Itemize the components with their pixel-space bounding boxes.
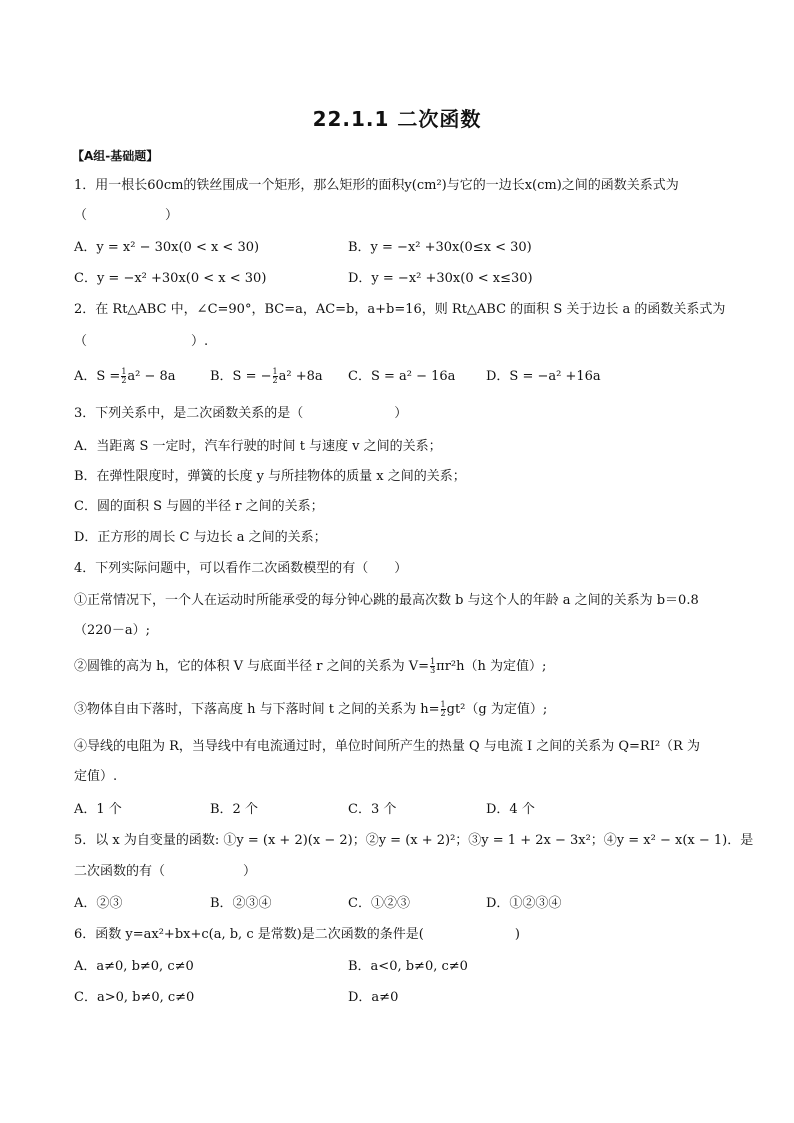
q5-stem: 5．以 x 为自变量的函数: ①y = (x + 2)(x − 2)；②y = (x + 2)²；③y = 1 + 2x − 3x²；④y = x² − x(x − 1)．是 [74,833,754,848]
q4-option-d: D．4 个 [486,802,535,817]
q5-option-a: A．②③ [74,896,123,911]
q6-option-b: B．a<0, b≠0, c≠0 [348,959,468,974]
q2-a-prefix: A．S = [74,369,121,384]
q1-stem: 1．用一根长60cm的铁丝围成一个矩形，那么矩形的面积y(cm²)与它的一边长x(cm)之间的函数关系式为 [74,178,679,193]
q3-stem: 3．下列关系中，是二次函数关系的是（ ） [74,406,408,421]
q5-option-c: C．①②③ [348,896,410,911]
q4-option-c: C．3 个 [348,802,397,817]
section-heading: 【A组-基础题】 [72,149,159,163]
q4-item-3-prefix: ③物体自由下落时，下落高度 h 与下落时间 t 之间的关系为 h= [74,702,440,717]
q4-item-2-prefix: ②圆锥的高为 h，它的体积 V 与底面半径 r 之间的关系为 V= [74,659,430,674]
q4-item-3-denominator: 2 [440,709,446,718]
q4-item-3-numerator: 1 [440,700,446,709]
q6-option-a: A．a≠0, b≠0, c≠0 [74,959,194,974]
q2-option-b [210,368,323,386]
q2-b-numerator: 1 [272,367,278,376]
q3-option-a: A．当距离 S 一定时，汽车行驶的时间 t 与速度 v 之间的关系； [74,439,442,454]
q2-a-numerator: 1 [121,367,127,376]
q3-option-b: B．在弹性限度时，弹簧的长度 y 与所挂物体的质量 x 之间的关系； [74,469,466,484]
q4-item-3-fraction [441,701,446,718]
q4-item-1: ①正常情况下，一个人在运动时所能承受的每分钟心跳的最高次数 b 与这个人的年龄 a 之间的关系为 b＝0.8 [74,593,699,608]
q2-b-prefix: B．S = − [210,369,272,384]
q4-option-a: A．1 个 [74,802,122,817]
q2-option-d: D．S = −a² +16a [486,369,601,384]
q2-a-suffix: a² − 8a [127,369,176,384]
q4-item-2-fraction [430,658,435,675]
q2-b-suffix: a² +8a [278,369,323,384]
q1-option-d: D．y = −x² +30x(0 < x≤30) [348,271,533,286]
q3-option-d: D．正方形的周长 C 与边长 a 之间的关系； [74,530,327,545]
q1-option-c: C．y = −x² +30x(0 < x < 30) [74,271,267,286]
q3-option-c: C．圆的面积 S 与圆的半径 r 之间的关系； [74,499,324,514]
q2-stem: 2．在 Rt△ABC 中，∠C=90°，BC=a，AC=b，a+b=16，则 Rt△ABC 的面积 S 关于边长 a 的函数关系式为 [74,302,726,317]
q4-item-3 [74,701,547,719]
q6-option-c: C．a>0, b≠0, c≠0 [74,990,195,1005]
q4-item-2-numerator: 1 [430,657,436,666]
q4-stem: 4．下列实际问题中，可以看作二次函数模型的有（ ） [74,561,408,576]
q4-item-1-cont: （220－a）; [74,623,150,638]
q1-blank: （ ） [74,208,179,223]
document-title: 22.1.1 二次函数 [312,107,482,131]
q2-a-fraction [121,368,126,385]
q2-option-c: C．S = a² − 16a [348,369,456,384]
q2-b-fraction [273,368,278,385]
q4-item-2-denominator: 3 [430,666,436,675]
q2-b-denominator: 2 [272,376,278,385]
q4-item-4-cont: 定值）. [74,769,118,784]
q6-option-d: D．a≠0 [348,990,399,1005]
q4-item-3-suffix: gt²（g 为定值）; [446,702,548,717]
q2-option-a [74,368,176,386]
q5-stem-cont: 二次函数的有（ ） [74,864,257,879]
q1-option-b: B．y = −x² +30x(0≤x < 30) [348,240,532,255]
q4-item-4: ④导线的电阻为 R，当导线中有电流通过时，单位时间所产生的热量 Q 与电流 I 之间的关系为 Q=RI²（R 为 [74,739,700,754]
q4-item-2-suffix: πr²h（h 为定值）; [436,659,547,674]
q5-option-d: D．①②③④ [486,896,562,911]
q2-a-denominator: 2 [121,376,127,385]
q4-option-b: B．2 个 [210,802,258,817]
q5-option-b: B．②③④ [210,896,272,911]
q1-option-a: A．y = x² − 30x(0 < x < 30) [74,240,260,255]
q2-blank: （ ）. [74,334,209,349]
q6-stem: 6．函数 y=ax²+bx+c(a, b, c 是常数)是二次函数的条件是( ) [74,927,520,942]
q4-item-2 [74,658,546,676]
